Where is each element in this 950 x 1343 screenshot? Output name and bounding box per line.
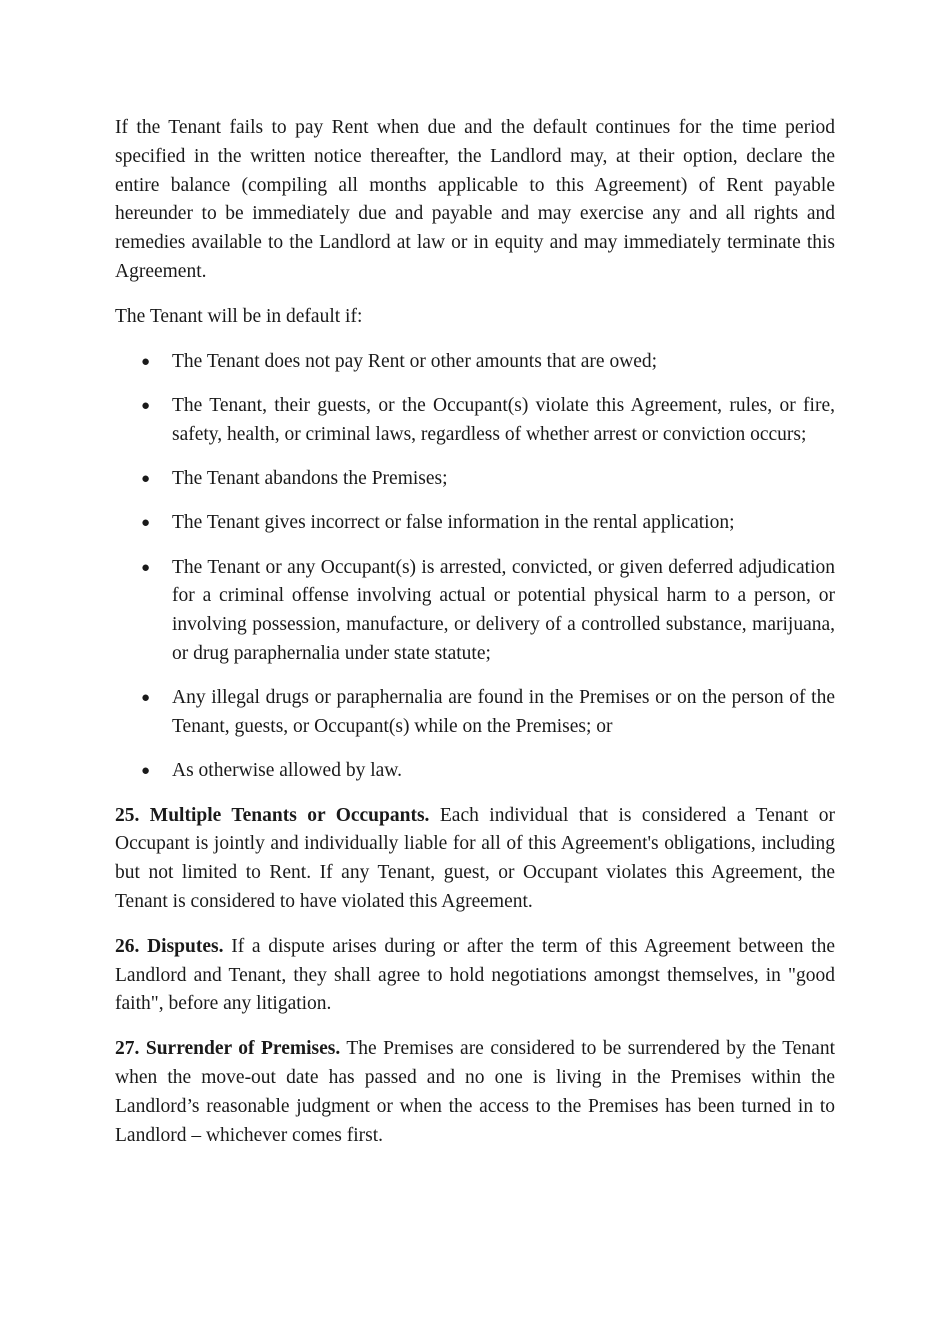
list-item-text: Any illegal drugs or paraphernalia are found in the Premises or on the person of the Tenant, guests, or Occupant(s) while on the Premises; or xyxy=(172,687,835,738)
bullet-icon: ● xyxy=(141,515,151,532)
list-item xyxy=(115,348,835,377)
section-title: 27. Surrender of Premises. xyxy=(115,1038,341,1060)
section-title: 26. Disputes. xyxy=(115,935,224,957)
intro-paragraph: If the Tenant fails to pay Rent when due and the default continues for the time period specified in the written notice thereafter, the Landlord may, at their option, declare the entire balance (compiling all months applicable to this Agreement) of Rent payable hereunder to be immediately due and payable and may exercise any and all rights and remedies available to the Landlord at law or in equity and may immediately terminate this Agreement. xyxy=(115,117,835,282)
list-item xyxy=(115,509,835,538)
bullet-icon: ● xyxy=(141,353,151,370)
list-item-text: The Tenant, their guests, or the Occupant(s) violate this Agreement, rules, or fire, safety, health, or criminal laws, regardless of whether arrest or conviction occurs; xyxy=(172,394,835,445)
section-body: The Premises are considered to be surrendered by the Tenant when the move-out date has passed and no one is living in the Premises within the Landlord’s reasonable judgment or when the access to the Premises has been turned in to Landlord – whichever comes first. xyxy=(115,1038,835,1146)
bullet-icon: ● xyxy=(141,397,151,414)
default-conditions-list xyxy=(115,348,835,787)
list-item-text: As otherwise allowed by law. xyxy=(172,760,402,782)
bullet-icon: ● xyxy=(141,690,151,707)
bullet-icon: ● xyxy=(141,763,151,780)
list-item-text: The Tenant gives incorrect or false information in the rental application; xyxy=(172,512,735,534)
section-body: If a dispute arises during or after the term of this Agreement between the Landlord and Tenant, they shall agree to hold negotiations amongst themselves, in "good faith", before any litigation. xyxy=(115,935,835,1015)
list-item xyxy=(115,392,835,450)
list-item-text: The Tenant or any Occupant(s) is arrested, convicted, or given deferred adjudication for a criminal offense involving actual or potential physical harm to a person, or involving possession, manufacture, or delivery of a controlled substance, marijuana, or drug paraphernalia under state statute; xyxy=(172,556,835,664)
section-body: Each individual that is considered a Tenant or Occupant is jointly and individually liable for all of this Agreement's obligations, including but not limited to Rent. If any Tenant, guest, or Occupant violates this Agreement, the Tenant is considered to have violated this Agreement. xyxy=(115,804,836,913)
list-item xyxy=(115,554,835,669)
list-item-text: The Tenant does not pay Rent or other amounts that are owed; xyxy=(172,350,658,372)
document-page xyxy=(115,114,835,1166)
list-item xyxy=(115,465,835,494)
bullet-icon: ● xyxy=(141,559,151,576)
section-25-multiple-tenants xyxy=(115,802,835,917)
bullet-icon: ● xyxy=(141,470,151,487)
list-item xyxy=(115,684,835,742)
list-item xyxy=(115,757,835,786)
section-27-surrender-of-premises xyxy=(115,1035,835,1150)
section-title: 25. Multiple Tenants or Occupants. xyxy=(115,804,430,826)
list-item-text: The Tenant abandons the Premises; xyxy=(172,467,448,489)
default-heading: The Tenant will be in default if: xyxy=(115,305,363,327)
section-26-disputes xyxy=(115,933,835,1019)
